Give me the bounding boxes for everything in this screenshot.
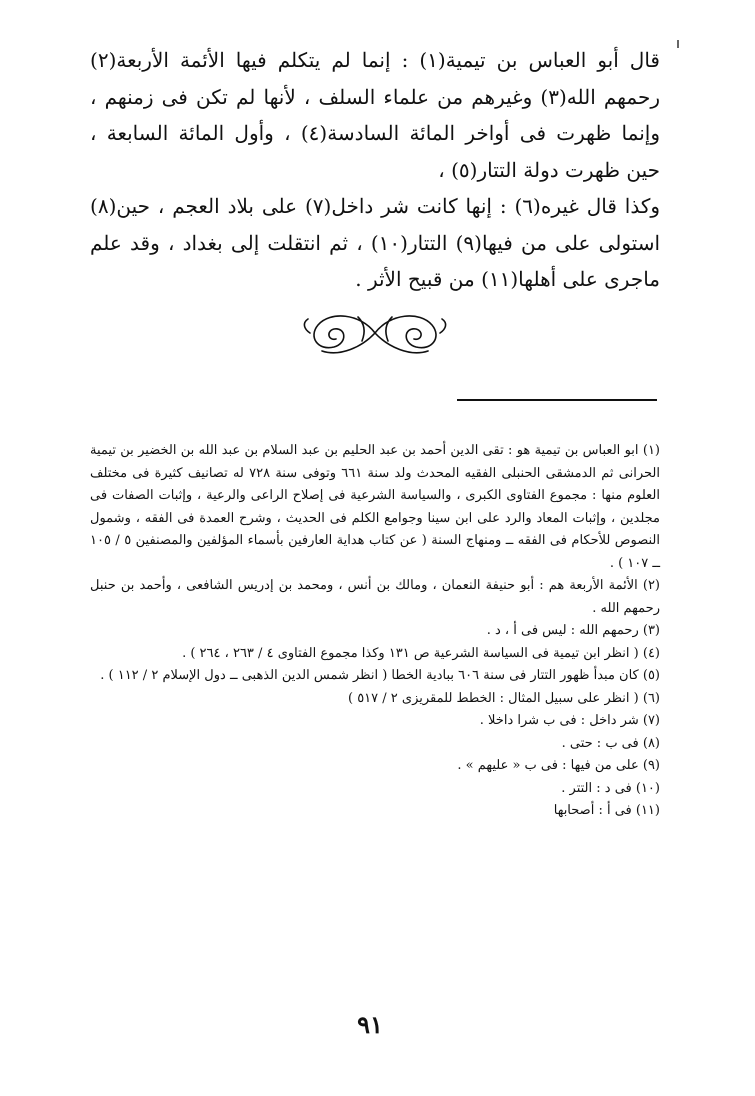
main-paragraph-2: وكذا قال غيره(٦) : إنها كانت شر داخل(٧) على بلاد العجم ، حين(٨) استولى على من فيها(٩) التتار(١٠) ، ثم انتقلت إلى بغداد ، وقد علم ماجرى على أهلها(١١) من قبيح الأثر . <box>90 194 661 291</box>
footnote-3: (٣) رحمهم الله : ليس فى أ ، د . <box>486 623 660 638</box>
decorative-flourish-icon <box>300 303 450 363</box>
footnote-2: (٢) الأئمة الأربعة هم : أبو حنيفة النعمان ، ومالك بن أنس ، ومحمد بن إدريس الشافعى ، وأحمد بن حنبل رحمهم الله . <box>90 578 660 616</box>
footnote-11: (١١) فى أ : أصحابها <box>553 803 660 818</box>
footnote-9: (٩) على من فيها : فى ب « عليهم » . <box>457 758 660 773</box>
footnote-separator <box>457 399 657 401</box>
footnote-10: (١٠) فى د : التتر . <box>561 780 660 796</box>
footnote-6: (٦) ( انظر على سبيل المثال : الخطط للمقريزى ٢ / ٥١٧ ) <box>347 690 660 706</box>
scan-mark <box>677 40 679 48</box>
page-number: ٩١ <box>357 1010 383 1039</box>
footnote-5: (٥) كان مبدأ ظهور التتار فى سنة ٦٠٦ ببادية الخطا ( انظر شمس الدين الذهبى ــ دول الإسلام ٢ / ١١٢ ) . <box>100 668 660 683</box>
footnote-4: (٤) ( انظر ابن تيمية فى السياسة الشرعية ص ١٣١ وكذا مجموع الفتاوى ٤ / ٢٦٣ ، ٢٦٤ ) . <box>182 645 660 661</box>
main-paragraph-1: قال أبو العباس بن تيمية(١) : إنما لم يتكلم فيها الأئمة الأربعة(٢) رحمهم الله(٣) وغيرهم من علماء السلف ، لأنها لم تكن فى زمنهم ، وإنما ظهرت فى أواخر المائة السادسة(٤) ، وأول المائة السابعة ، حين ظهرت دولة التتار(٥) ، <box>90 48 660 182</box>
footnote-8: (٨) فى ب : حتى . <box>561 735 660 751</box>
main-text <box>90 42 660 298</box>
footnote-7: (٧) شر داخل : فى ب شرا داخلا . <box>479 713 660 728</box>
footnote-1: (١) ابو العباس بن تيمية هو : تقى الدين أحمد بن عبد الحليم بن عبد السلام بن عبد الله بن الخضير بن تيمية الحرانى ثم الدمشقى الحنبلى الفقيه المحدث ولد سنة ٦٦١ وتوفى سنة ٧٢٨ له تصانيف كثيرة فى مختلف العلوم منها : مجموع الفتاوى الكبرى ، والسياسة الشرعية فى إصلاح الراعى والرعية ، وإثبات الصفات فى مجلدين ، وإثبات المعاد والرد على ابن سينا وجوامع الكلم فى الحديث ، وشرح العمدة فى الفقه ، وشمول النصوص للأحكام فى الفقه ــ ومنهاج السنة ( عن كتاب هداية العارفين بأسماء المؤلفين والمصنفين ٥ / ١٠٥ ــ ١٠٧ ) . <box>90 443 660 571</box>
footnotes <box>90 440 660 823</box>
